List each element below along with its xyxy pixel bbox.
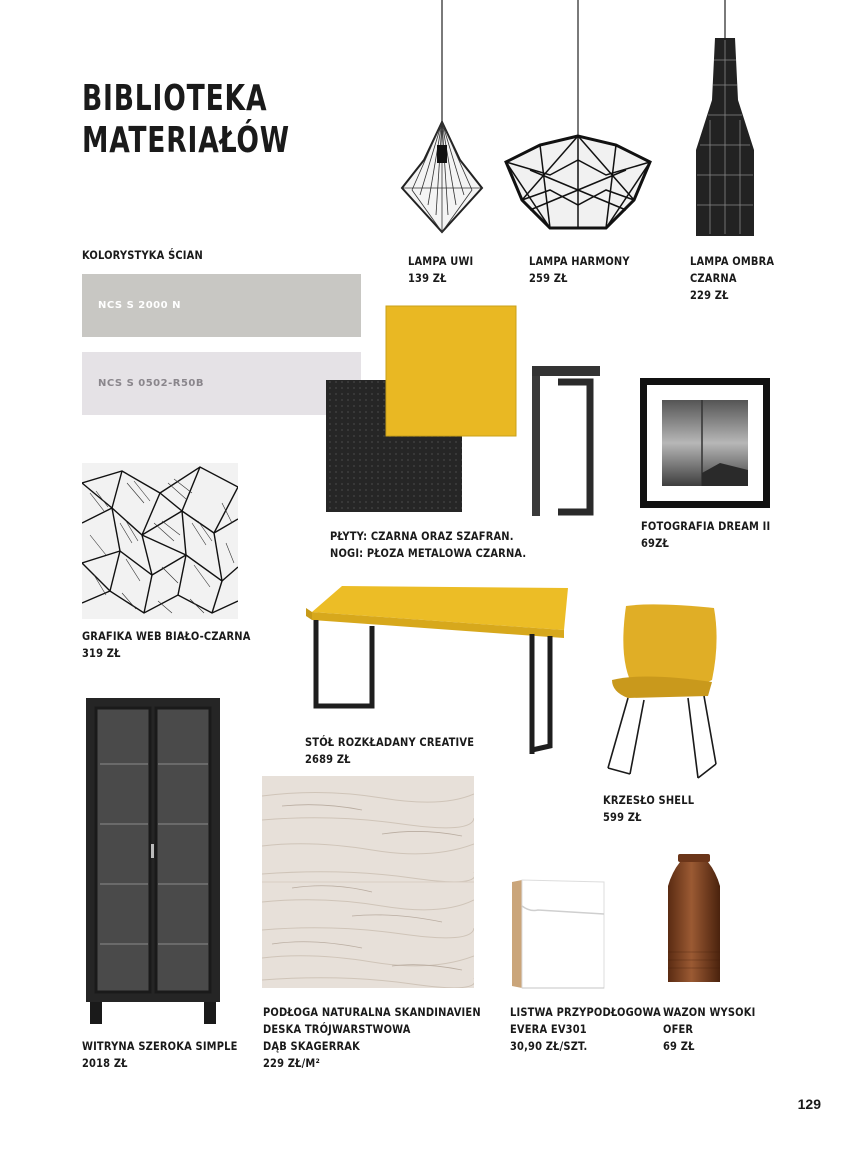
lamp-harmony-image xyxy=(500,0,660,240)
cabinet-price: 2018 ZŁ xyxy=(82,1056,128,1070)
chair-shell-image xyxy=(604,602,728,782)
vase-line-2: OFER xyxy=(663,1022,694,1036)
chair-name: KRZESŁO SHELL xyxy=(603,793,695,807)
floor-line-2: DESKA TRÓJWARSTWOWA xyxy=(263,1022,411,1036)
wall-swatch-2-label: NCS S 0502-R50B xyxy=(98,378,204,389)
table-price: 2689 ZŁ xyxy=(305,752,351,766)
page-number: 129 xyxy=(797,1096,821,1112)
skirting-label xyxy=(510,1004,661,1055)
lamp-ombra-price: 229 ZŁ xyxy=(690,288,729,302)
vase-label xyxy=(663,1004,755,1055)
boards-samples-image xyxy=(322,302,612,522)
lamp-uwi-name: LAMPA UWI xyxy=(408,254,474,268)
photo-label xyxy=(641,518,770,552)
wall-colors-heading: KOLORYSTYKA ŚCIAN xyxy=(82,248,203,262)
cabinet-label xyxy=(82,1038,238,1072)
chair-price: 599 ZŁ xyxy=(603,810,642,824)
graphic-web-image xyxy=(82,463,238,619)
chair-label xyxy=(603,792,694,826)
title-line-1: BIBLIOTEKA xyxy=(82,78,268,119)
lamp-ombra-name-1: LAMPA OMBRA xyxy=(690,254,775,268)
floor-oak-image xyxy=(262,776,474,988)
wall-swatch-1-label: NCS S 2000 N xyxy=(98,300,181,311)
boards-line-1: PŁYTY: CZARNA ORAZ SZAFRAN. xyxy=(330,529,514,543)
floor-line-3: DĄB SKAGERRAK xyxy=(263,1039,360,1053)
title-line-2: MATERIAŁÓW xyxy=(82,120,290,161)
lamp-ombra-label xyxy=(690,253,774,304)
vase-line-1: WAZON WYSOKI xyxy=(663,1005,756,1019)
boards-line-2: NOGI: PŁOZA METALOWA CZARNA. xyxy=(330,546,527,560)
floor-line-1: PODŁOGA NATURALNA SKANDINAVIEN xyxy=(263,1005,481,1019)
table-creative-image xyxy=(302,582,572,758)
graphic-name: GRAFIKA WEB BIAŁO-CZARNA xyxy=(82,629,251,643)
graphic-price: 319 ZŁ xyxy=(82,646,121,660)
vase-price: 69 ZŁ xyxy=(663,1039,695,1053)
table-label xyxy=(305,734,474,768)
skirting-image xyxy=(508,876,612,992)
wall-swatch-2 xyxy=(82,352,361,415)
table-name: STÓŁ ROZKŁADANY CREATIVE xyxy=(305,735,475,749)
lamp-ombra-image xyxy=(692,0,762,240)
cabinet-simple-image xyxy=(82,696,222,1026)
floor-label xyxy=(263,1004,481,1072)
cabinet-name: WITRYNA SZEROKA SIMPLE xyxy=(82,1039,238,1053)
lamp-uwi-image xyxy=(398,0,488,240)
lamp-harmony-price: 259 ZŁ xyxy=(529,271,568,285)
boards-label xyxy=(330,528,526,562)
photo-dream-image xyxy=(640,378,772,510)
graphic-label xyxy=(82,628,251,662)
page-title xyxy=(82,78,290,162)
skirting-price: 30,90 ZŁ/SZT. xyxy=(510,1039,588,1053)
photo-name: FOTOGRAFIA DREAM II xyxy=(641,519,771,533)
lamp-harmony-name: LAMPA HARMONY xyxy=(529,254,630,268)
floor-price: 229 ZŁ/M² xyxy=(263,1056,320,1070)
skirting-line-1: LISTWA PRZYPODŁOGOWA xyxy=(510,1005,661,1019)
lamp-harmony-label xyxy=(529,253,630,287)
vase-ofer-image xyxy=(664,852,726,988)
wall-swatch-1 xyxy=(82,274,361,337)
lamp-uwi-price: 139 ZŁ xyxy=(408,271,447,285)
lamp-uwi-label xyxy=(408,253,473,287)
skirting-line-2: EVERA EV301 xyxy=(510,1022,587,1036)
lamp-ombra-name-2: CZARNA xyxy=(690,271,737,285)
photo-price: 69ZŁ xyxy=(641,536,669,550)
